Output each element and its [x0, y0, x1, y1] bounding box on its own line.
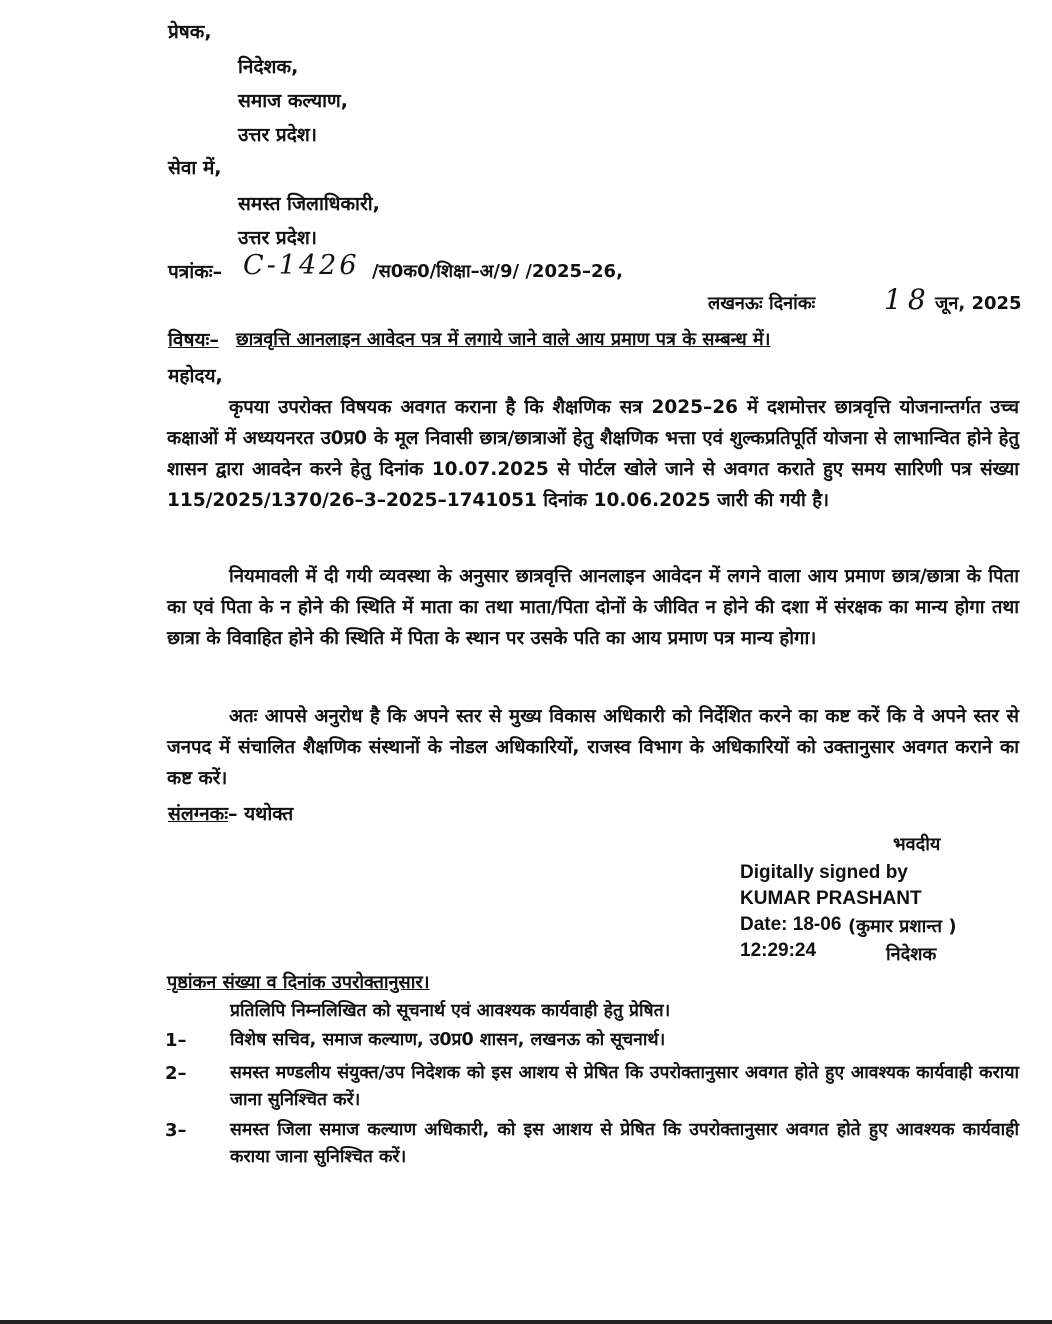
copy-item-number: 1– [165, 1030, 187, 1051]
subject-text-underlined: छात्रवृत्ति आनलाइन आवेदन पत्र में लगाये जाने वाले आय प्रमाण पत्र के सम्बन्ध में। [236, 329, 771, 350]
reference-suffix: /स0क0/शिक्षा–अ/9/ /2025–26, [372, 261, 623, 282]
date-place-label: लखनऊः दिनांकः [708, 293, 816, 314]
paragraph-text: नियमावली में दी गयी व्यवस्था के अनुसार छात्रवृत्ति आनलाइन आवेदन में लगने वाला आय प्रमाण छात्र/छात्रा के पिता का एवं पिता के न होने की स्थिति में माता का तथा माता/पिता दोनों के जीवित न होने की दशा में संरक्षक का मान्य होगा तथा छात्रा के विवाहित होने की स्थिति में पिता के स्थान पर उसके पति का आय प्रमाण पत्र मान्य होगा। [167, 566, 1019, 649]
reference-label: पत्रांकः– [168, 261, 223, 283]
endorsement-heading [167, 970, 430, 994]
body-paragraph-3 [167, 701, 1019, 794]
enclosure-label: संलग्नकः [168, 803, 229, 825]
salutation: महोदय, [168, 365, 223, 387]
recipient-label: सेवा में, [168, 157, 222, 179]
digital-signature-line1: Digitally signed by [740, 862, 908, 883]
copy-item-text: समस्त जिला समाज कल्याण अधिकारी, को इस आशय से प्रेषित कि उपरोक्तानुसार अवगत होते हुए आवश्यक कार्यवाही कराया जाना सुनिश्चित करें। [230, 1120, 1019, 1167]
copy-item-text: समस्त मण्डलीय संयुक्त/उप निदेशक को इस आशय से प्रेषित कि उपरोक्तानुसार अवगत होते हुए आवश्यक कार्यवाही कराया जाना सुनिश्चित करें। [230, 1063, 1019, 1110]
copy-item-number: 3– [165, 1120, 187, 1141]
enclosure [168, 800, 293, 826]
signatory-designation: निदेशक [886, 944, 937, 965]
paragraph-text: कृपया उपरोक्त विषयक अवगत कराना है कि शैक्षणिक सत्र 2025–26 में दशमोत्तर छात्रवृत्ति योजनान्तर्गत उच्च कक्षाओं में अध्ययनरत उ0प्र0 के मूल निवासी छात्र/छात्राओं हेतु शैक्षणिक भत्ता एवं शुल्कप्रतिपूर्ति योजना से लाभान्वित होने हेतु शासन द्वारा आवदेन करने हेतु दिनांक 10.07.2025 से पोर्टल खोले जाने से अवगत कराते हुए समय सारिणी पत्र संख्या 115/2025/1370/26–3–2025–1741051 दिनांक 10.06.2025 जारी की गयी है। [167, 397, 1019, 511]
signatory-name-stamp: (कुमार प्रशान्त ) [848, 916, 957, 937]
sender-line: निदेशक, [238, 56, 299, 78]
sender-label: प्रेषक, [168, 21, 212, 43]
page-bottom-edge [0, 1320, 1052, 1324]
copy-item-text: विशेष सचिव, समाज कल्याण, उ0प्र0 शासन, लखनऊ को सूचनार्थ। [230, 1030, 666, 1050]
endorsement-intro: प्रतिलिपि निम्नलिखित को सूचनार्थ एवं आवश्यक कार्यवाही हेतु प्रेषित। [230, 1001, 671, 1021]
endorsement-heading-text: पृष्ठांकन संख्या व दिनांक उपरोक्तानुसार। [167, 972, 430, 993]
handwritten-date-day: 18 [884, 283, 932, 316]
digital-signature-time: 12:29:24 [740, 940, 817, 961]
sender-line: समाज कल्याण, [238, 90, 349, 112]
copy-item-number: 2– [165, 1063, 187, 1084]
subject-label-text: विषयः– [168, 329, 219, 351]
date-month-year: जून, 2025 [935, 293, 1022, 314]
body-paragraph-2 [167, 561, 1019, 654]
paragraph-text: अतः आपसे अनुरोध है कि अपने स्तर से मुख्य विकास अधिकारी को निर्देशित करने का कष्ट करें कि वे अपने स्तर से जनपद में संचालित शैक्षणिक संस्थानों के नोडल अधिकारियों, राजस्व विभाग के अधिकारियों को उक्तानुसार अवगत कराने का कष्ट करें। [167, 706, 1019, 789]
recipient-line: उत्तर प्रदेश। [238, 227, 317, 249]
recipient-line: समस्त जिलाधिकारी, [238, 193, 380, 215]
handwritten-reference-number: C-1426 [243, 250, 360, 281]
digital-signature-name: KUMAR PRASHANT [740, 888, 922, 909]
enclosure-value: – यथोक्त [228, 803, 294, 825]
subject-label [168, 326, 219, 352]
sender-line: उत्तर प्रदेश। [238, 124, 317, 146]
digital-signature-date: Date: 18-06 [740, 914, 842, 935]
closing: भवदीय [893, 834, 941, 855]
body-paragraph-1 [167, 392, 1019, 516]
subject-text [236, 327, 771, 351]
